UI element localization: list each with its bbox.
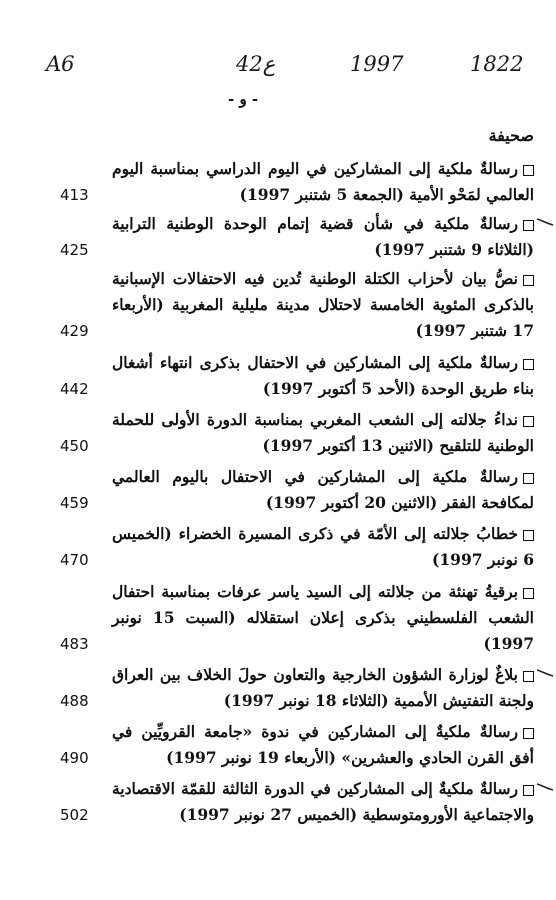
toc-entry-title xyxy=(112,521,534,573)
toc-entry xyxy=(0,156,534,208)
toc-entry-page-number: 429 xyxy=(60,322,89,340)
toc-entry-text: خطابُ جلالته إلى الأمّة في ذكرى المسيرة الخضراء (الخميس 6 نونبر 1997) xyxy=(112,524,534,569)
toc-entry-text: نصُّ بيان لأحزاب الكتلة الوطنية تُدين فيه الاحتفالات الإسبانية بالذكرى المئوية الخامسة لاحتلال مدينة مليلية المغربية (الأربعاء 17 شتنبر 1997) xyxy=(112,269,534,340)
toc-entry xyxy=(0,211,534,263)
toc-entry-title xyxy=(112,407,534,459)
handwritten-note-year: 1997 xyxy=(350,52,404,76)
toc-entry-page-number: 450 xyxy=(60,437,89,455)
toc-entry-text: نداءُ جلالته إلى الشعب المغربي بمناسبة الدورة الأولى للحملة الوطنية للتلقيح (الاثنين 13 أكتوبر 1997) xyxy=(112,410,534,455)
checkbox-square-icon xyxy=(523,165,534,176)
checkbox-square-icon xyxy=(523,588,534,599)
toc-entry-title xyxy=(112,579,534,657)
toc-entry-text: بلاغٌ لوزارة الشؤون الخارجية والتعاون حولَ الخلاف بين العراق ولجنة التفتيش الأممية (الثلاثاء 18 نونبر 1997) xyxy=(112,665,534,710)
toc-entry-title xyxy=(112,156,534,208)
toc-entry-text: رسالةٌ ملكية في شأن قضية إتمام الوحدة الوطنية الترابية (الثلاثاء 9 شتنبر 1997) xyxy=(112,214,534,259)
handwritten-note-a6: A6 xyxy=(46,52,75,76)
toc-entry-page-number: 425 xyxy=(60,241,89,259)
toc-entry xyxy=(0,719,534,771)
toc-entry-page-number: 459 xyxy=(60,494,89,512)
toc-entry-page-number: 442 xyxy=(60,380,89,398)
toc-entry xyxy=(0,662,534,714)
toc-entry-title xyxy=(112,211,534,263)
toc-entry-text: رسالةٌ ملكية إلى المشاركين في الاحتفال باليوم العالمي لمكافحة الفقر (الاثنين 20 أكتوبر 1997) xyxy=(112,467,534,512)
toc-entry-page-number: 490 xyxy=(60,749,89,767)
toc-entry-title xyxy=(112,719,534,771)
toc-entry-list xyxy=(0,156,556,828)
page-column-heading: صحيفة xyxy=(488,126,534,145)
toc-entry-text: برقيةُ تهنئة من جلالته إلى السيد ياسر عرفات بمناسبة احتفال الشعب الفلسطيني بذكرى إعلان استقلاله (السبت 15 نونبر 1997) xyxy=(112,582,534,653)
toc-entry xyxy=(0,266,534,344)
toc-entry xyxy=(0,350,534,402)
handwritten-tick-mark-icon xyxy=(536,217,554,227)
toc-entry-title xyxy=(112,776,534,828)
toc-entry-page-number: 413 xyxy=(60,186,89,204)
checkbox-square-icon xyxy=(523,671,534,682)
toc-entry-title xyxy=(112,350,534,402)
toc-entry xyxy=(0,407,534,459)
toc-entry-text: رسالةٌ ملكيةٌ إلى المشاركين في ندوة «جامعة القرويِّين في أفق القرن الحادي والعشرين» (الأربعاء 19 نونبر 1997) xyxy=(112,722,534,767)
toc-entry-text: رسالةٌ ملكيةٌ إلى المشاركين في الدورة الثالثة للقمّة الاقتصادية والاجتماعية الأورومتوسطية (الخميس 27 نونبر 1997) xyxy=(112,779,534,824)
toc-entry-title xyxy=(112,662,534,714)
toc-entry-page-number: 483 xyxy=(60,635,89,653)
checkbox-square-icon xyxy=(523,359,534,370)
toc-entry-page-number: 488 xyxy=(60,692,89,710)
toc-entry xyxy=(0,579,534,657)
checkbox-square-icon xyxy=(523,275,534,286)
toc-entry xyxy=(0,464,534,516)
toc-entry xyxy=(0,521,534,573)
checkbox-square-icon xyxy=(523,785,534,796)
page-marker: - و - xyxy=(228,90,259,108)
checkbox-square-icon xyxy=(523,530,534,541)
handwritten-tick-mark-icon xyxy=(536,782,554,792)
handwritten-note-number: 1822 xyxy=(470,52,524,76)
handwritten-tick-mark-icon xyxy=(536,668,554,678)
checkbox-square-icon xyxy=(523,473,534,484)
toc-entry-page-number: 470 xyxy=(60,551,89,569)
toc-entry-page-number: 502 xyxy=(60,806,89,824)
toc-entry-text: رسالةٌ ملكية إلى المشاركين في الاحتفال بذكرى انتهاء أشغال بناء طريق الوحدة (الأحد 5 أكتوبر 1997) xyxy=(112,353,534,398)
toc-entry xyxy=(0,776,534,828)
toc-entry-text: رسالةٌ ملكية إلى المشاركين في اليوم الدراسي بمناسبة اليوم العالمي لمَحْو الأمية (الجمعة 5 شتنبر 1997) xyxy=(112,159,534,204)
handwritten-note-code: 42ع xyxy=(236,52,276,76)
toc-entry-title xyxy=(112,266,534,344)
checkbox-square-icon xyxy=(523,728,534,739)
toc-entry-title xyxy=(112,464,534,516)
checkbox-square-icon xyxy=(523,416,534,427)
checkbox-square-icon xyxy=(523,220,534,231)
